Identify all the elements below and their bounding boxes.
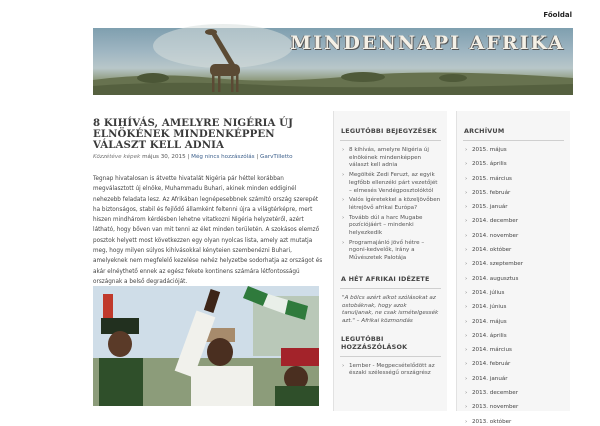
quote-of-week-heading: A HÉT AFRIKAI IDÉZETE: [341, 274, 430, 283]
site-title[interactable]: MINDENNAPI AFRIKA: [290, 32, 565, 54]
archive-item[interactable]: › 2014. március: [465, 347, 512, 354]
buhari-inauguration-image: [93, 286, 319, 406]
bullet-icon: ›: [342, 197, 345, 204]
bullet-icon: ›: [465, 361, 468, 368]
sidebar-right: [456, 111, 570, 425]
bullet-icon: ›: [465, 247, 468, 254]
bullet-icon: ›: [465, 390, 468, 397]
bullet-icon: ›: [465, 332, 468, 339]
bullet-icon: ›: [342, 214, 345, 221]
post-comments-link[interactable]: Még nincs hozzászólás: [191, 154, 255, 160]
archive-item[interactable]: › 2014. február: [465, 361, 511, 368]
bullet-icon: ›: [465, 261, 468, 268]
archive-item[interactable]: › 2015. február: [465, 189, 511, 196]
archive-item[interactable]: › 2015. április: [465, 161, 507, 168]
bullet-icon: ›: [342, 172, 345, 179]
bullet-icon: ›: [465, 218, 468, 225]
post-date[interactable]: május 30, 2015: [142, 154, 186, 160]
archive-item[interactable]: › 2013. október: [465, 418, 512, 425]
post-photo: [93, 286, 319, 406]
archive-item[interactable]: › 2013. december: [465, 390, 519, 397]
bullet-icon: ›: [342, 362, 345, 369]
site-header-banner[interactable]: [93, 28, 573, 95]
archive-list: [457, 141, 570, 426]
bullet-icon: ›: [465, 418, 468, 425]
archive-item[interactable]: › 2014. augusztus: [465, 275, 519, 282]
bullet-icon: ›: [465, 404, 468, 411]
post-category: Közzétéve képek: [93, 154, 141, 160]
recent-post-item[interactable]: › Tovább dúl a harc Mugabe pozíciójáért – mindenki helyezkedik: [342, 214, 423, 237]
meta-separator: |: [256, 154, 259, 160]
archive-item[interactable]: › 2014. január: [465, 375, 508, 382]
archive-item[interactable]: › 2015. január: [465, 204, 508, 211]
recent-post-item[interactable]: › 8 kihívás, amelyre Nigéria új elnökének mindenképpen választ kell adnia: [342, 147, 429, 169]
post-meta: [93, 154, 325, 160]
archive-heading: ARCHÍVUM: [464, 127, 505, 135]
bullet-icon: ›: [465, 318, 468, 325]
bullet-icon: ›: [465, 204, 468, 211]
post-excerpt: Tegnap hivatalosan is átvette hivatalát Nigéria pár héttel korábban megválasztott új elnöke, Muhammadu Buhari, akinek minden eddiginél nehezebb feladata lesz. Az Afrikában legnépesebbnek számító ország szerepét ha biztonságos, stabil és fejlődő államként feltenni újra a világtérképre, mert hiszen mindhárom kérdésben lehetne vitatkozni Nigéria helyzetéről, azért látható, hogy bőven van mit tenni az élet minden területén. A szokásos elemző posztok helyett most következzen egy olyan nyolcas lista, amely azt mutatja meg, hogy milyen súlyos kihívásokkal kényteien szembenézni Buhari, amelyeknek nem megfelelő kezelése nehéz helyzetbe sodorhatja az országot és akár elnéythető ennek az egész fekete kontinens számára létfontosságú országnak a belső degradációját.: [93, 176, 323, 285]
recent-post-item[interactable]: › Megölték Zedi Feruzt, az egyik legfőbb ellenzéki párt vezetőjét – elmesés Vendégposztolóktól: [342, 172, 438, 194]
post-title-link[interactable]: 8 KIHÍVÁS, AMELYRE NIGÉRIA ÚJ ELNÖKÉNEK MINDENKÉPPEN VÁLASZT KELL ADNIA: [93, 117, 294, 151]
main-content: [93, 118, 325, 287]
bullet-icon: ›: [465, 275, 468, 282]
archive-item[interactable]: › 2015. március: [465, 175, 512, 182]
archive-item[interactable]: › 2014. július: [465, 289, 505, 296]
bullet-icon: ›: [465, 175, 468, 182]
nav-home-link[interactable]: Főoldal: [543, 11, 572, 19]
archive-item[interactable]: › 2014. április: [465, 332, 507, 339]
archive-item[interactable]: › 2014. október: [465, 247, 512, 254]
bullet-icon: ›: [465, 147, 468, 153]
archive-item[interactable]: › 2014. december: [465, 218, 519, 225]
recent-post-item[interactable]: › Valós ígéretekkel a közeljövőben létrejövő afrikai Európa?: [342, 197, 441, 211]
recent-post-item[interactable]: › Programajánló jövő hétre – ngoni-kedvelők, irány a Művészetek Palotája: [342, 239, 425, 262]
post-author-link[interactable]: GarvTilletto: [260, 154, 293, 160]
meta-separator: |: [187, 154, 190, 160]
bullet-icon: ›: [465, 347, 468, 354]
bullet-icon: ›: [465, 289, 468, 296]
quote-text: "A bölcs azért alkot szólásokat az ostobáknak, hogy azok tanuljanak, ne csak ismételgessék azt." – Afrikai közmondás: [342, 294, 439, 324]
bullet-icon: ›: [342, 239, 345, 246]
bullet-icon: ›: [465, 232, 468, 239]
archive-item[interactable]: › 2015. május: [465, 147, 507, 153]
bullet-icon: ›: [342, 147, 345, 153]
bullet-icon: ›: [465, 375, 468, 382]
bullet-icon: ›: [465, 189, 468, 196]
recent-comments-heading: LEGUTÓBBI HOZZÁSZÓLÁSOK: [341, 334, 408, 351]
sidebar-left: [333, 111, 447, 411]
archive-item[interactable]: › 2014. május: [465, 318, 507, 325]
top-navigation: [0, 0, 600, 28]
recent-comment-item[interactable]: › 1ember - Megpecsételődött az északi szélességű országrész: [342, 362, 435, 377]
bullet-icon: ›: [465, 304, 468, 311]
archive-item[interactable]: › 2014. június: [465, 304, 507, 311]
archive-item[interactable]: › 2014. november: [465, 232, 519, 239]
recent-posts-heading: LEGUTÓBBI BEJEGYZÉSEK: [341, 127, 437, 135]
recent-posts-list: [334, 141, 447, 263]
bullet-icon: ›: [465, 161, 468, 168]
recent-comments-list: [334, 357, 447, 378]
archive-item[interactable]: › 2014. szeptember: [465, 261, 524, 268]
archive-item[interactable]: › 2013. november: [465, 404, 519, 411]
